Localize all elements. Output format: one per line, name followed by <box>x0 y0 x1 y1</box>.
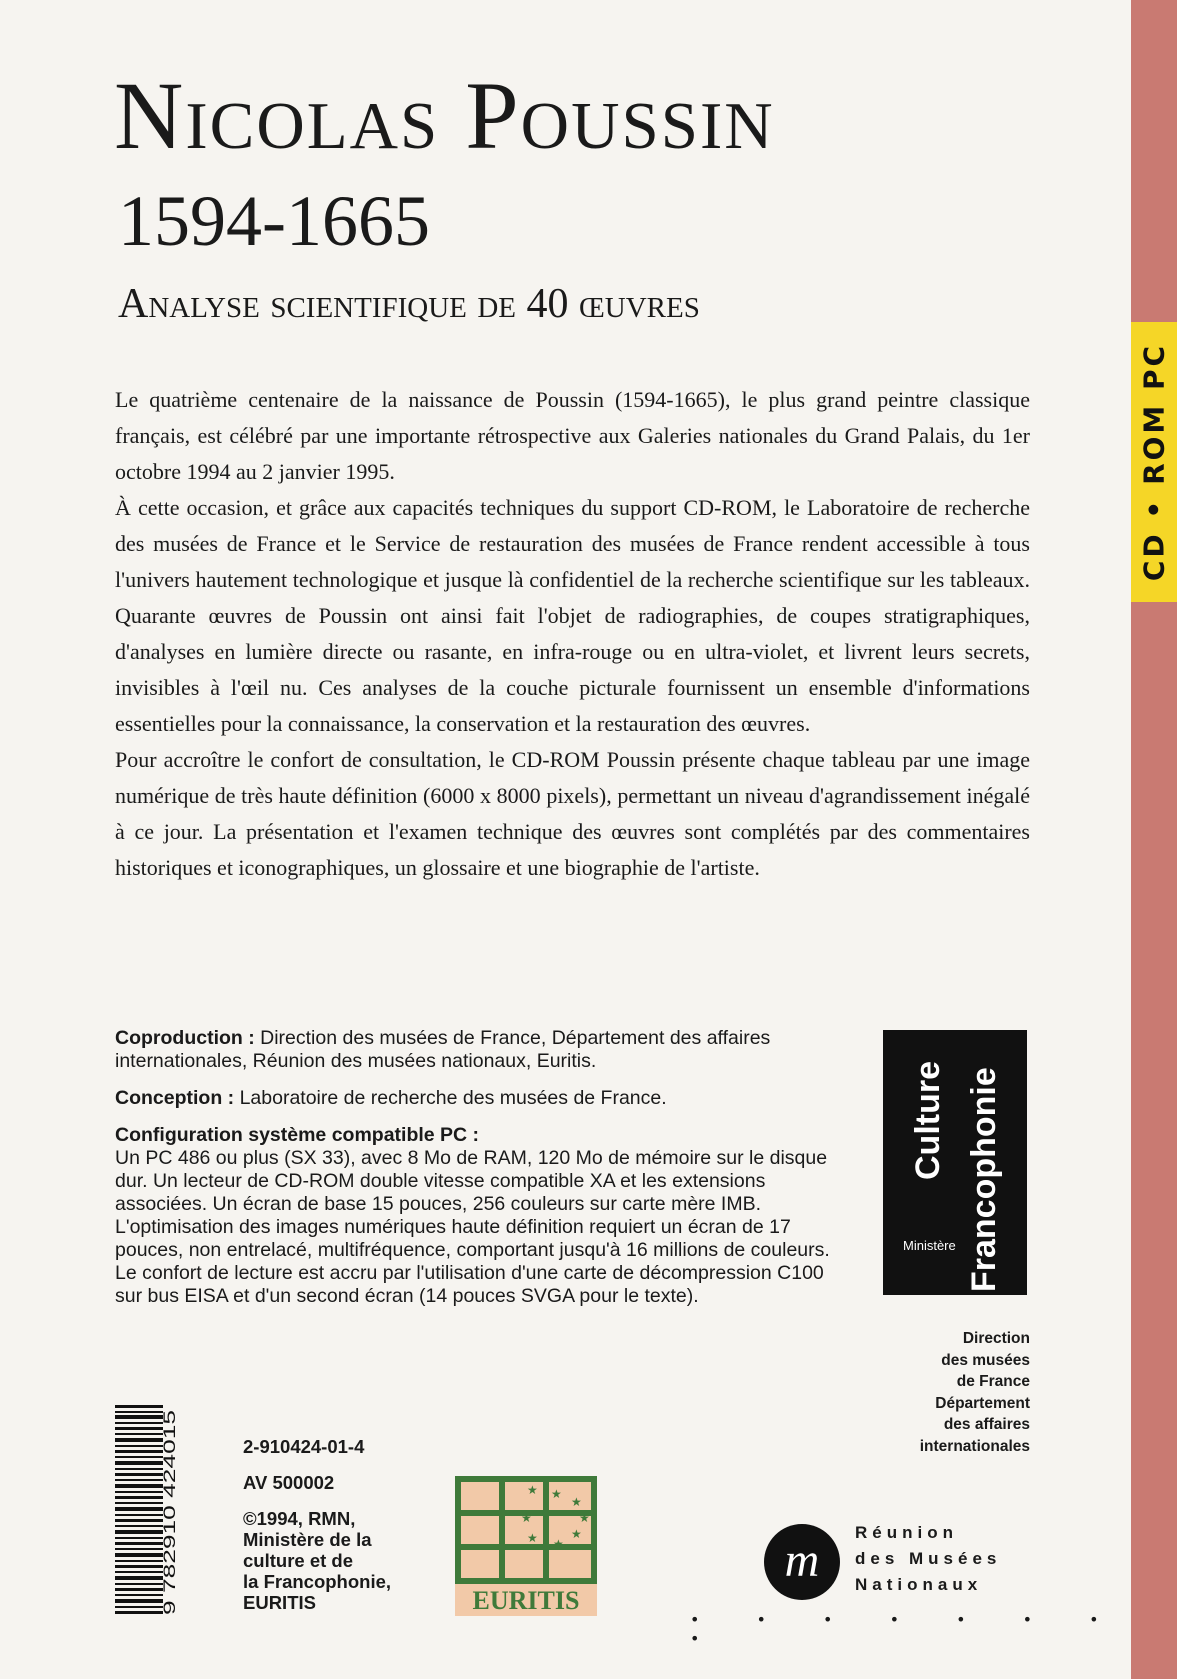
barcode-bars <box>115 1405 163 1614</box>
rmn-name <box>855 1520 1001 1598</box>
svg-text:★: ★ <box>571 1495 582 1509</box>
svg-text:★: ★ <box>551 1487 562 1501</box>
coproduction-text: Direction des musées de France, Département des affaires internationales, Réunion des musées nationaux, Euritis. <box>115 1027 771 1072</box>
ministry-logo <box>883 1030 1027 1295</box>
direction-block <box>850 1328 1030 1457</box>
copyright-line: ©1994, RMN, <box>243 1508 356 1529</box>
direction-line: internationales <box>919 1437 1030 1455</box>
direction-line: des musées <box>941 1351 1030 1369</box>
conception-text: Laboratoire de recherche des musées de France. <box>239 1087 667 1109</box>
side-band <box>1131 0 1177 1679</box>
description-paragraph: Le quatrième centenaire de la naissance de Poussin (1594-1665), le plus grand peintre classique français, est célébré par une importante rétrospective aux Galeries nationales du Grand Palais, du 1er octobre 1994 au 2 janvier 1995. <box>115 387 1030 484</box>
life-dates: 1594-1665 <box>118 181 430 261</box>
rmn-line: Réunion <box>855 1523 958 1542</box>
conception <box>115 1087 855 1110</box>
coproduction-label: Coproduction : <box>115 1027 255 1049</box>
direction-line: des affaires <box>943 1416 1030 1433</box>
rmn-line: Nationaux <box>855 1575 983 1594</box>
config-text: Un PC 486 ou plus (SX 33), avec 8 Mo de RAM, 120 Mo de mémoire sur le disque dur. Un lecteur de CD-ROM double vitesse compatible XA et les extensions associées. Un écran de base 15 pouces, 256 couleurs sur carte mère IMB. L'optimisation des images numériques haute définition requiert un écran de 17 pouces, non entrelacé, multifréquence, comportant jusqu'à 16 millions de couleurs. Le confort de lecture est accru par l'utilisation d'une carte de décompression C100 sur bus EISA et d'un second écran (14 pouces SVGA pour le texte). <box>115 1147 830 1307</box>
product-codes <box>243 1436 443 1613</box>
barcode <box>115 1405 193 1615</box>
rmn-line: des Musées <box>855 1549 1002 1568</box>
ministry-logo-culture: Culture <box>909 1061 947 1180</box>
isbn: 2-910424-01-4 <box>243 1436 365 1457</box>
direction-line: Département <box>935 1394 1030 1412</box>
direction-line: Direction <box>962 1330 1030 1347</box>
subtitle: Analyse scientifique de 40 œuvres <box>118 281 700 327</box>
barcode-number: 9 782910 424015 <box>160 1482 179 1615</box>
svg-text:★: ★ <box>527 1483 538 1497</box>
copyright-line: Ministère de la <box>243 1529 372 1550</box>
credits <box>115 1027 855 1322</box>
copyright-line: la Francophonie, <box>243 1571 392 1592</box>
svg-text:★: ★ <box>527 1531 538 1545</box>
copyright-line: culture et de <box>243 1550 353 1571</box>
side-label-text: CD • ROM PC <box>1137 342 1171 582</box>
svg-text:★: ★ <box>571 1527 582 1541</box>
description-paragraph: Pour accroître le confort de consultation, le CD-ROM Poussin présente chaque tableau par une image numérique de très haute définition (6000 x 8000 pixels), permettant un niveau d'agrandissement inégalé à ce jour. La présentation et l'examen technique des œuvres sont complétés par des commentaires historiques et iconographiques, un glossaire et une biographie de l'artiste. <box>115 747 1030 880</box>
page-title: Nicolas Poussin <box>114 62 775 169</box>
copyright-line: EURITIS <box>243 1592 316 1613</box>
direction-line: de France <box>956 1373 1030 1390</box>
euritis-label: EURITIS <box>472 1586 580 1615</box>
svg-text:★: ★ <box>521 1511 532 1525</box>
side-label <box>1131 322 1177 602</box>
system-config <box>115 1124 855 1308</box>
description <box>115 382 1030 886</box>
ministry-logo-francophonie: Francophonie <box>965 1067 1003 1292</box>
av-code: AV 500002 <box>243 1472 335 1493</box>
config-label: Configuration système compatible PC : <box>115 1124 480 1146</box>
description-paragraph: À cette occasion, et grâce aux capacités techniques du support CD-ROM, le Laboratoire de recherche des musées de France et le Service de restauration des musées de France rendent accessible à tous l'univers hautement technologique et jusque là confidentiel de la recherche scientifique sur les tableaux. Quarante œuvres de Poussin ont ainsi fait l'objet de radiographies, de coupes stratigraphiques, d'analyses en lumière directe ou rasante, en infra-rouge ou en ultra-violet, et livrent leurs secrets, invisibles à l'œil nu. Ces analyses de la couche picturale fournissent un ensemble d'informations essentielles pour la connaissance, la conservation et la restauration des œuvres. <box>115 495 1030 736</box>
svg-text:★: ★ <box>553 1537 564 1551</box>
svg-text:★: ★ <box>579 1511 590 1525</box>
coproduction <box>115 1027 855 1073</box>
conception-label: Conception : <box>115 1087 235 1109</box>
euritis-logo <box>455 1476 597 1616</box>
rmn-logo <box>760 1520 844 1604</box>
ministry-logo-ministere: Ministère <box>903 1238 956 1253</box>
rmn-logo-letter: m <box>784 1534 820 1587</box>
decorative-dots: • • • • • • • • <box>690 1610 1125 1648</box>
